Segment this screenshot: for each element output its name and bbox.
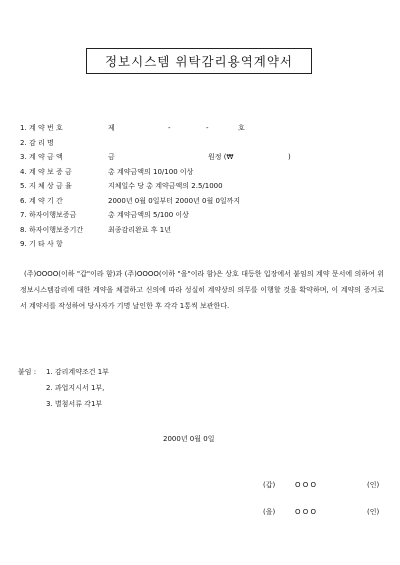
item-value-suffix: 호 xyxy=(238,124,245,132)
party-seal: (인) xyxy=(367,481,380,489)
attachment-item: 3. 별첨서류 각1부 xyxy=(46,400,103,408)
party-name: O O O xyxy=(295,508,316,516)
item-contract-number xyxy=(20,121,390,136)
item-label: 계 약 보 증 금 xyxy=(29,167,72,176)
item-value: 총 계약금액의 10/100 이상 xyxy=(108,167,194,176)
item-value: 지체일수 당 총 계약금액의 2.5/1000 xyxy=(108,182,223,190)
item-label: 감 리 명 xyxy=(29,138,54,147)
item-number: 7. xyxy=(20,211,27,219)
item-defect-deposit xyxy=(20,208,390,223)
item-defect-period xyxy=(20,223,390,238)
contract-date: 2000년 0월 0일 xyxy=(163,435,215,443)
item-number: 8. xyxy=(20,225,27,234)
item-label: 기 타 사 항 xyxy=(29,240,63,248)
item-contract-amount xyxy=(20,150,390,165)
item-number: 2. xyxy=(20,138,27,147)
item-value-close: ) xyxy=(288,153,291,161)
item-number: 4. xyxy=(20,167,27,176)
document-title: 정보시스템 위탁감리용역계약서 xyxy=(86,48,312,74)
party-name: O O O xyxy=(295,481,316,489)
item-contract-period xyxy=(20,194,390,209)
item-label: 계 약 금 액 xyxy=(29,153,63,161)
item-value: 총 계약금액의 5/100 이상 xyxy=(108,211,189,219)
item-value-prefix: 제 xyxy=(108,124,115,132)
item-delay-rate xyxy=(20,179,390,194)
agreement-paragraph: (주)OOOO(이하 "갑"이라 함)과 (주)OOOO(이하 "을"이라 함)은 상호 대등한 입장에서 붙임의 계약 문서에 의하여 위 정보시스템감리에 대한 계약을 체결하고 신의에 따라 성실히 계약상의 의무를 이행할 것을 확약하며, 이 계약의 증거로서 계약서를 작성하여 당사자가 기명 날인한 후 각각 1통씩 보관한다. xyxy=(20,270,384,310)
attachment-item: 2. 과업지시서 1부, xyxy=(46,384,105,392)
contract-items xyxy=(20,121,390,252)
attachment-item: 1. 감리계약조건 1부 xyxy=(46,368,109,376)
item-audit-name xyxy=(20,136,390,151)
item-number: 9. xyxy=(20,240,27,248)
party-role: (을) xyxy=(263,508,276,516)
item-label: 계 약 기 간 xyxy=(29,196,63,205)
party-seal: (인) xyxy=(367,508,380,516)
item-value-dash: - xyxy=(206,124,209,132)
item-number: 6. xyxy=(20,196,27,205)
item-value: 최종감리완료 후 1년 xyxy=(108,225,171,234)
item-label: 하자이행보증금 xyxy=(29,211,77,219)
item-label: 계 약 번 호 xyxy=(29,124,63,132)
item-number: 1. xyxy=(20,124,27,132)
item-value-prefix: 금 xyxy=(108,153,115,161)
party-role: (갑) xyxy=(263,481,276,489)
attachments-heading: 붙임 : xyxy=(18,368,37,376)
item-number: 5. xyxy=(20,182,27,190)
item-value-won: 원정 (₩ xyxy=(208,153,234,161)
item-number: 3. xyxy=(20,153,27,161)
item-other xyxy=(20,237,390,252)
item-value: 2000년 0월 0일부터 2000년 0월 0일까지 xyxy=(108,196,241,205)
item-label: 지 체 상 금 율 xyxy=(29,182,72,190)
item-value-dash: - xyxy=(168,124,171,132)
item-label: 하자이행보증기간 xyxy=(29,225,84,234)
item-deposit xyxy=(20,165,390,180)
